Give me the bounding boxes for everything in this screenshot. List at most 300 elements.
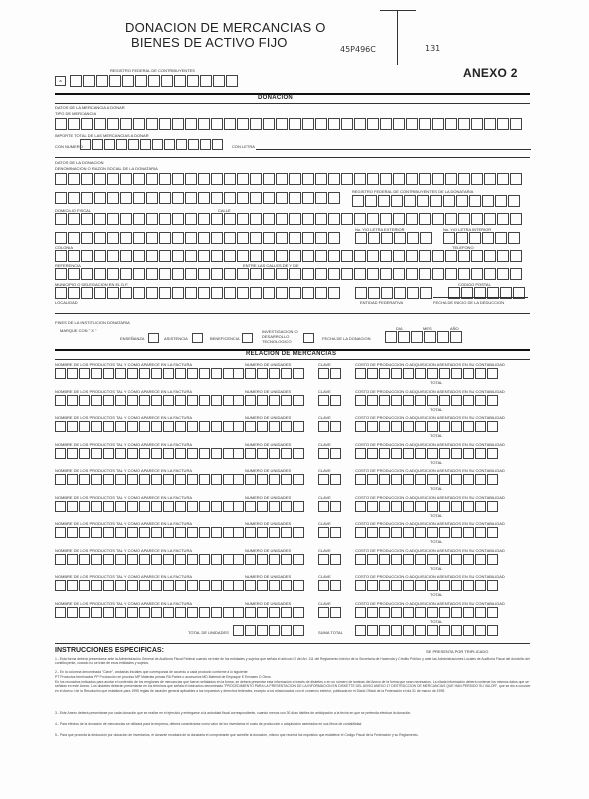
char-box[interactable] xyxy=(257,501,268,512)
char-box[interactable] xyxy=(445,250,457,262)
char-box[interactable] xyxy=(394,232,406,244)
char-box[interactable] xyxy=(318,554,329,565)
char-box[interactable] xyxy=(328,118,340,130)
char-box[interactable] xyxy=(199,527,210,538)
char-box[interactable] xyxy=(151,501,162,512)
char-box[interactable] xyxy=(55,421,66,432)
char-box[interactable] xyxy=(355,527,366,538)
char-box[interactable] xyxy=(355,448,366,459)
clave-boxes[interactable] xyxy=(318,368,342,379)
char-box[interactable] xyxy=(94,268,106,280)
char-box[interactable] xyxy=(367,607,378,618)
char-box[interactable] xyxy=(237,232,249,244)
char-box[interactable] xyxy=(328,232,340,244)
char-box[interactable] xyxy=(233,474,244,485)
costo-boxes[interactable] xyxy=(355,448,499,459)
char-box[interactable] xyxy=(269,554,280,565)
char-box[interactable] xyxy=(151,527,162,538)
char-box[interactable] xyxy=(198,250,210,262)
char-box[interactable] xyxy=(450,331,462,343)
char-box[interactable] xyxy=(91,607,102,618)
costo-boxes[interactable] xyxy=(355,554,499,565)
char-box[interactable] xyxy=(495,232,507,244)
char-box[interactable] xyxy=(487,501,498,512)
char-box[interactable] xyxy=(67,580,78,591)
char-box[interactable] xyxy=(245,527,256,538)
char-box[interactable] xyxy=(367,213,379,225)
nombre-boxes[interactable] xyxy=(55,395,235,406)
char-box[interactable] xyxy=(226,75,238,87)
char-box[interactable] xyxy=(471,173,483,185)
char-box[interactable] xyxy=(318,448,329,459)
char-box[interactable] xyxy=(245,474,256,485)
clave-boxes[interactable] xyxy=(318,554,342,565)
fin-investigacion-checkbox[interactable] xyxy=(303,333,314,343)
char-box[interactable] xyxy=(269,368,280,379)
char-box[interactable] xyxy=(439,607,450,618)
char-box[interactable] xyxy=(427,501,438,512)
char-box[interactable] xyxy=(445,173,457,185)
char-box[interactable] xyxy=(445,213,457,225)
nombre-boxes[interactable] xyxy=(55,448,235,459)
char-box[interactable] xyxy=(318,474,329,485)
char-box[interactable] xyxy=(146,213,158,225)
char-box[interactable] xyxy=(463,607,474,618)
char-box[interactable] xyxy=(407,287,419,299)
char-box[interactable] xyxy=(81,173,93,185)
char-box[interactable] xyxy=(463,421,474,432)
char-box[interactable] xyxy=(175,580,186,591)
char-box[interactable] xyxy=(175,448,186,459)
char-box[interactable] xyxy=(367,250,379,262)
char-box[interactable] xyxy=(233,580,244,591)
char-box[interactable] xyxy=(198,268,210,280)
char-box[interactable] xyxy=(458,173,470,185)
char-box[interactable] xyxy=(393,268,405,280)
char-box[interactable] xyxy=(199,501,210,512)
char-box[interactable] xyxy=(172,232,184,244)
colonia-boxes[interactable] xyxy=(55,232,341,244)
char-box[interactable] xyxy=(403,527,414,538)
char-box[interactable] xyxy=(199,580,210,591)
fin-ensenanza-checkbox[interactable] xyxy=(148,333,159,343)
char-box[interactable] xyxy=(163,421,174,432)
char-box[interactable] xyxy=(109,75,121,87)
char-box[interactable] xyxy=(487,421,498,432)
char-box[interactable] xyxy=(367,625,378,636)
char-box[interactable] xyxy=(415,580,426,591)
char-box[interactable] xyxy=(391,195,403,207)
unidades-boxes[interactable] xyxy=(233,474,305,485)
char-box[interactable] xyxy=(293,625,304,636)
char-box[interactable] xyxy=(367,527,378,538)
char-box[interactable] xyxy=(289,173,301,185)
char-box[interactable] xyxy=(127,421,138,432)
char-box[interactable] xyxy=(293,395,304,406)
char-box[interactable] xyxy=(55,527,66,538)
char-box[interactable] xyxy=(185,250,197,262)
char-box[interactable] xyxy=(276,192,288,204)
char-box[interactable] xyxy=(67,527,78,538)
char-box[interactable] xyxy=(233,448,244,459)
char-box[interactable] xyxy=(139,421,150,432)
char-box[interactable] xyxy=(133,250,145,262)
char-box[interactable] xyxy=(379,580,390,591)
char-box[interactable] xyxy=(352,195,364,207)
char-box[interactable] xyxy=(116,139,127,150)
char-box[interactable] xyxy=(91,368,102,379)
fin-asistencia-checkbox[interactable] xyxy=(192,333,203,343)
char-box[interactable] xyxy=(91,580,102,591)
char-box[interactable] xyxy=(495,195,507,207)
char-box[interactable] xyxy=(175,607,186,618)
nombre-boxes[interactable] xyxy=(55,527,235,538)
char-box[interactable] xyxy=(276,173,288,185)
char-box[interactable] xyxy=(211,580,222,591)
char-box[interactable] xyxy=(367,421,378,432)
char-box[interactable] xyxy=(330,527,341,538)
char-box[interactable] xyxy=(263,287,275,299)
char-box[interactable] xyxy=(263,250,275,262)
char-box[interactable] xyxy=(379,554,390,565)
char-box[interactable] xyxy=(330,554,341,565)
char-box[interactable] xyxy=(380,173,392,185)
char-box[interactable] xyxy=(107,173,119,185)
char-box[interactable] xyxy=(293,474,304,485)
char-box[interactable] xyxy=(103,501,114,512)
char-box[interactable] xyxy=(211,395,222,406)
char-box[interactable] xyxy=(484,250,496,262)
char-box[interactable] xyxy=(127,448,138,459)
char-box[interactable] xyxy=(175,527,186,538)
char-box[interactable] xyxy=(302,287,314,299)
char-box[interactable] xyxy=(420,232,432,244)
char-box[interactable] xyxy=(281,580,292,591)
char-box[interactable] xyxy=(427,421,438,432)
char-box[interactable] xyxy=(403,421,414,432)
char-box[interactable] xyxy=(68,250,80,262)
char-box[interactable] xyxy=(257,421,268,432)
char-box[interactable] xyxy=(81,250,93,262)
char-box[interactable] xyxy=(103,395,114,406)
costo-boxes[interactable] xyxy=(355,368,499,379)
char-box[interactable] xyxy=(403,474,414,485)
char-box[interactable] xyxy=(55,580,66,591)
char-box[interactable] xyxy=(439,395,450,406)
char-box[interactable] xyxy=(55,268,67,280)
char-box[interactable] xyxy=(68,213,80,225)
char-box[interactable] xyxy=(471,268,483,280)
char-box[interactable] xyxy=(445,268,457,280)
char-box[interactable] xyxy=(55,474,66,485)
denominacion-row1-boxes[interactable] xyxy=(55,173,523,185)
char-box[interactable] xyxy=(120,232,132,244)
char-box[interactable] xyxy=(510,268,522,280)
char-box[interactable] xyxy=(68,287,80,299)
char-box[interactable] xyxy=(380,118,392,130)
char-box[interactable] xyxy=(175,421,186,432)
char-box[interactable] xyxy=(293,580,304,591)
char-box[interactable] xyxy=(510,250,522,262)
char-box[interactable] xyxy=(67,448,78,459)
char-box[interactable] xyxy=(379,607,390,618)
char-box[interactable] xyxy=(379,625,390,636)
char-box[interactable] xyxy=(269,421,280,432)
char-box[interactable] xyxy=(103,474,114,485)
char-box[interactable] xyxy=(463,580,474,591)
char-box[interactable] xyxy=(263,173,275,185)
char-box[interactable] xyxy=(250,173,262,185)
char-box[interactable] xyxy=(224,250,236,262)
char-box[interactable] xyxy=(172,118,184,130)
char-box[interactable] xyxy=(487,395,498,406)
char-box[interactable] xyxy=(91,421,102,432)
char-box[interactable] xyxy=(224,268,236,280)
char-box[interactable] xyxy=(497,118,509,130)
char-box[interactable] xyxy=(508,232,520,244)
char-box[interactable] xyxy=(103,527,114,538)
char-box[interactable] xyxy=(367,395,378,406)
nombre-boxes[interactable] xyxy=(55,607,235,618)
char-box[interactable] xyxy=(263,268,275,280)
char-box[interactable] xyxy=(289,268,301,280)
char-box[interactable] xyxy=(415,554,426,565)
char-box[interactable] xyxy=(67,554,78,565)
char-box[interactable] xyxy=(391,448,402,459)
char-box[interactable] xyxy=(146,268,158,280)
char-box[interactable] xyxy=(391,580,402,591)
char-box[interactable] xyxy=(293,607,304,618)
char-box[interactable] xyxy=(115,501,126,512)
char-box[interactable] xyxy=(330,368,341,379)
char-box[interactable] xyxy=(427,448,438,459)
char-box[interactable] xyxy=(120,173,132,185)
char-box[interactable] xyxy=(419,268,431,280)
char-box[interactable] xyxy=(458,250,470,262)
char-box[interactable] xyxy=(475,368,486,379)
char-box[interactable] xyxy=(198,173,210,185)
costo-boxes[interactable] xyxy=(355,607,499,618)
char-box[interactable] xyxy=(199,607,210,618)
char-box[interactable] xyxy=(133,118,145,130)
char-box[interactable] xyxy=(367,118,379,130)
costo-boxes[interactable] xyxy=(355,395,499,406)
char-box[interactable] xyxy=(354,213,366,225)
char-box[interactable] xyxy=(139,527,150,538)
char-box[interactable] xyxy=(175,501,186,512)
char-box[interactable] xyxy=(159,250,171,262)
total-unidades-boxes[interactable] xyxy=(233,625,305,636)
char-box[interactable] xyxy=(281,501,292,512)
char-box[interactable] xyxy=(269,527,280,538)
char-box[interactable] xyxy=(133,173,145,185)
unidades-boxes[interactable] xyxy=(233,501,305,512)
char-box[interactable] xyxy=(393,173,405,185)
char-box[interactable] xyxy=(91,501,102,512)
char-box[interactable] xyxy=(233,395,244,406)
char-box[interactable] xyxy=(510,213,522,225)
char-box[interactable] xyxy=(367,580,378,591)
char-box[interactable] xyxy=(245,448,256,459)
char-box[interactable] xyxy=(67,421,78,432)
char-box[interactable] xyxy=(445,118,457,130)
char-box[interactable] xyxy=(427,395,438,406)
char-box[interactable] xyxy=(79,448,90,459)
char-box[interactable] xyxy=(367,448,378,459)
char-box[interactable] xyxy=(385,331,397,343)
char-box[interactable] xyxy=(456,232,468,244)
char-box[interactable] xyxy=(237,268,249,280)
char-box[interactable] xyxy=(354,173,366,185)
char-box[interactable] xyxy=(315,250,327,262)
char-box[interactable] xyxy=(451,554,462,565)
char-box[interactable] xyxy=(427,368,438,379)
char-box[interactable] xyxy=(103,368,114,379)
char-box[interactable] xyxy=(146,232,158,244)
char-box[interactable] xyxy=(211,501,222,512)
char-box[interactable] xyxy=(281,554,292,565)
tipo-mercancia-boxes[interactable] xyxy=(55,118,523,130)
char-box[interactable] xyxy=(427,580,438,591)
char-box[interactable] xyxy=(415,448,426,459)
char-box[interactable] xyxy=(233,527,244,538)
char-box[interactable] xyxy=(451,625,462,636)
char-box[interactable] xyxy=(403,607,414,618)
char-box[interactable] xyxy=(211,527,222,538)
char-box[interactable] xyxy=(91,527,102,538)
char-box[interactable] xyxy=(482,195,494,207)
char-box[interactable] xyxy=(439,421,450,432)
char-box[interactable] xyxy=(146,118,158,130)
char-box[interactable] xyxy=(407,232,419,244)
char-box[interactable] xyxy=(403,554,414,565)
char-box[interactable] xyxy=(172,173,184,185)
char-box[interactable] xyxy=(224,232,236,244)
char-box[interactable] xyxy=(233,554,244,565)
char-box[interactable] xyxy=(318,580,329,591)
char-box[interactable] xyxy=(355,368,366,379)
char-box[interactable] xyxy=(367,173,379,185)
char-box[interactable] xyxy=(200,139,211,150)
char-box[interactable] xyxy=(415,395,426,406)
no-interior-boxes[interactable] xyxy=(443,232,521,244)
char-box[interactable] xyxy=(341,268,353,280)
char-box[interactable] xyxy=(211,554,222,565)
char-box[interactable] xyxy=(120,268,132,280)
char-box[interactable] xyxy=(328,173,340,185)
char-box[interactable] xyxy=(199,368,210,379)
char-box[interactable] xyxy=(497,250,509,262)
char-box[interactable] xyxy=(276,213,288,225)
char-box[interactable] xyxy=(213,75,225,87)
char-box[interactable] xyxy=(159,268,171,280)
char-box[interactable] xyxy=(341,118,353,130)
nombre-boxes[interactable] xyxy=(55,368,235,379)
char-box[interactable] xyxy=(120,192,132,204)
char-box[interactable] xyxy=(245,368,256,379)
char-box[interactable] xyxy=(94,118,106,130)
char-box[interactable] xyxy=(199,395,210,406)
char-box[interactable] xyxy=(427,625,438,636)
char-box[interactable] xyxy=(127,554,138,565)
char-box[interactable] xyxy=(380,268,392,280)
char-box[interactable] xyxy=(133,213,145,225)
char-box[interactable] xyxy=(245,554,256,565)
char-box[interactable] xyxy=(381,287,393,299)
rfc-prefix-box[interactable]: a xyxy=(55,76,66,86)
char-box[interactable] xyxy=(318,501,329,512)
char-box[interactable] xyxy=(269,580,280,591)
char-box[interactable] xyxy=(187,607,198,618)
char-box[interactable] xyxy=(151,421,162,432)
unidades-boxes[interactable] xyxy=(233,421,305,432)
char-box[interactable] xyxy=(443,232,455,244)
char-box[interactable] xyxy=(127,395,138,406)
char-box[interactable] xyxy=(175,395,186,406)
char-box[interactable] xyxy=(484,173,496,185)
char-box[interactable] xyxy=(107,232,119,244)
char-box[interactable] xyxy=(458,268,470,280)
char-box[interactable] xyxy=(367,554,378,565)
char-box[interactable] xyxy=(81,118,93,130)
char-box[interactable] xyxy=(315,213,327,225)
char-box[interactable] xyxy=(487,607,498,618)
char-box[interactable] xyxy=(139,474,150,485)
char-box[interactable] xyxy=(497,173,509,185)
char-box[interactable] xyxy=(391,421,402,432)
char-box[interactable] xyxy=(172,250,184,262)
char-box[interactable] xyxy=(237,192,249,204)
char-box[interactable] xyxy=(355,580,366,591)
char-box[interactable] xyxy=(211,192,223,204)
char-box[interactable] xyxy=(475,607,486,618)
char-box[interactable] xyxy=(403,625,414,636)
char-box[interactable] xyxy=(439,625,450,636)
char-box[interactable] xyxy=(391,501,402,512)
char-box[interactable] xyxy=(245,625,256,636)
char-box[interactable] xyxy=(211,287,223,299)
char-box[interactable] xyxy=(394,287,406,299)
char-box[interactable] xyxy=(281,395,292,406)
char-box[interactable] xyxy=(406,118,418,130)
referencia-boxes[interactable] xyxy=(55,250,523,262)
char-box[interactable] xyxy=(127,607,138,618)
char-box[interactable] xyxy=(211,213,223,225)
char-box[interactable] xyxy=(315,118,327,130)
fecha-donacion-boxes[interactable] xyxy=(385,331,463,343)
char-box[interactable] xyxy=(257,395,268,406)
fecha-deduccion-line[interactable] xyxy=(433,297,528,298)
char-box[interactable] xyxy=(68,232,80,244)
char-box[interactable] xyxy=(463,554,474,565)
char-box[interactable] xyxy=(367,474,378,485)
char-box[interactable] xyxy=(415,625,426,636)
char-box[interactable] xyxy=(127,368,138,379)
char-box[interactable] xyxy=(211,232,223,244)
char-box[interactable] xyxy=(233,501,244,512)
char-box[interactable] xyxy=(487,474,498,485)
char-box[interactable] xyxy=(269,625,280,636)
char-box[interactable] xyxy=(257,474,268,485)
unidades-boxes[interactable] xyxy=(233,448,305,459)
char-box[interactable] xyxy=(424,331,436,343)
char-box[interactable] xyxy=(115,448,126,459)
char-box[interactable] xyxy=(302,173,314,185)
char-box[interactable] xyxy=(380,250,392,262)
char-box[interactable] xyxy=(250,287,262,299)
char-box[interactable] xyxy=(341,173,353,185)
unidades-boxes[interactable] xyxy=(233,395,305,406)
